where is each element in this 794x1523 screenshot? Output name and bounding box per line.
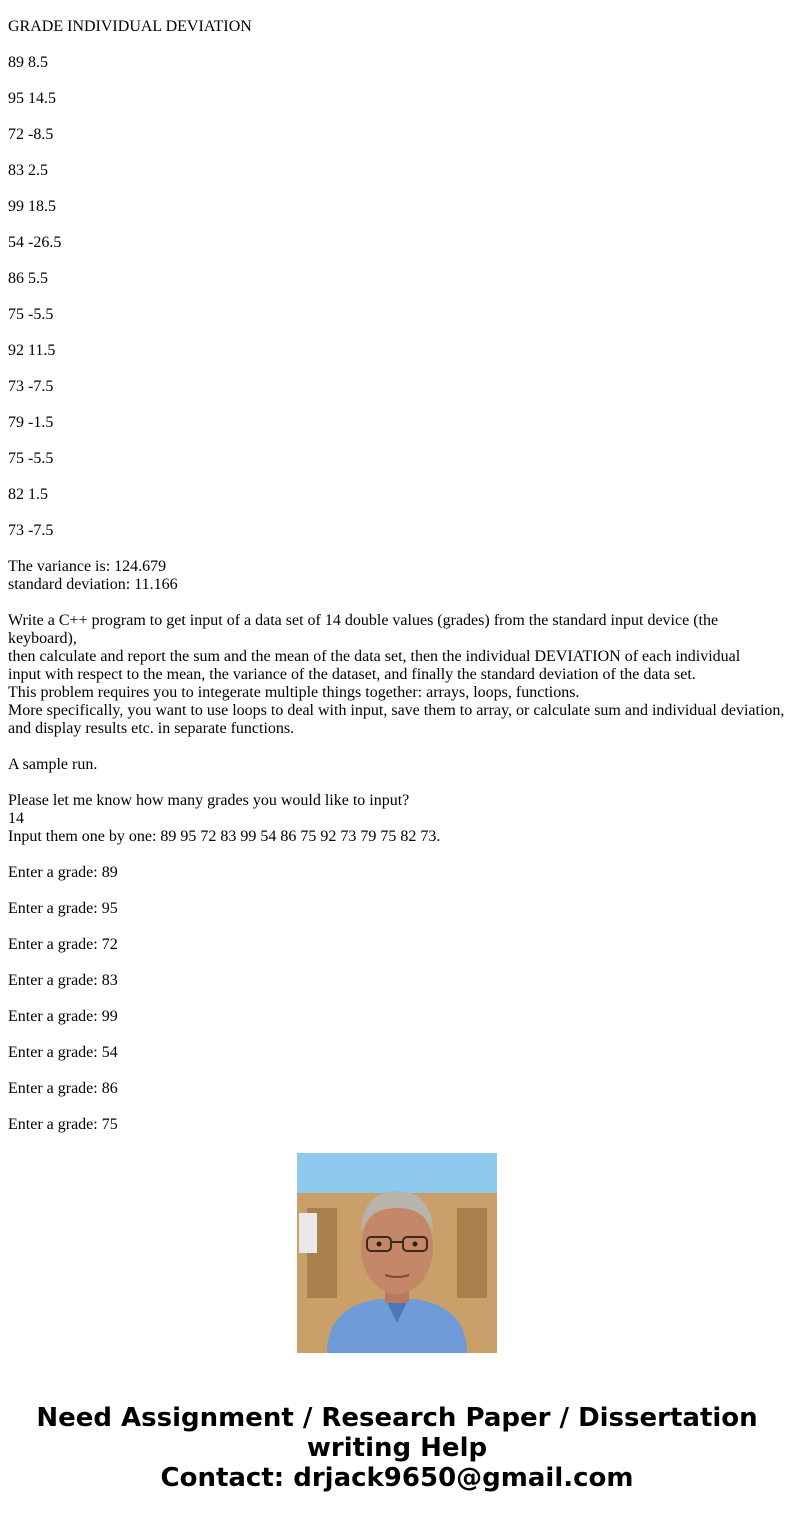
table-row: 75 -5.5	[8, 450, 54, 467]
sample-heading: A sample run.	[8, 756, 98, 773]
table-row: 89 8.5	[8, 54, 48, 71]
grade-entry: Enter a grade: 89	[8, 864, 118, 881]
table-row: 75 -5.5	[8, 306, 54, 323]
variance-line: The variance is: 124.679	[8, 558, 167, 575]
document-body	[8, 0, 788, 1133]
problem-line: Write a C++ program to get input of a data set of 14 double values (grades) from the standard input device (the keyboard),	[8, 612, 719, 647]
problem-line: input with respect to the mean, the variance of the dataset, and finally the standard deviation of the data set.	[8, 666, 696, 683]
table-row: 83 2.5	[8, 162, 48, 179]
table-row: 82 1.5	[8, 486, 48, 503]
table-row: 73 -7.5	[8, 522, 54, 539]
grade-entry: Enter a grade: 86	[8, 1080, 118, 1097]
table-row: 99 18.5	[8, 198, 56, 215]
problem-line: This problem requires you to integerate multiple things together: arrays, loops, functions.	[8, 684, 580, 701]
table-row: 73 -7.5	[8, 378, 54, 395]
footer-line: Need Assignment / Research Paper / Dissertation	[36, 1403, 758, 1433]
sample-prompt: Please let me know how many grades you would like to input?	[8, 792, 410, 809]
grade-entry: Enter a grade: 83	[8, 972, 118, 989]
portrait-image	[297, 1153, 497, 1353]
table-row: 72 -8.5	[8, 126, 54, 143]
grade-entry: Enter a grade: 54	[8, 1044, 118, 1061]
sample-instruction: Input them one by one: 89 95 72 83 99 54 86 75 92 73 79 75 82 73.	[8, 828, 441, 845]
grade-entry: Enter a grade: 99	[8, 1008, 118, 1025]
problem-line: then calculate and report the sum and the mean of the data set, then the individual DEVIATION of each individual	[8, 648, 741, 665]
grade-entry: Enter a grade: 75	[8, 1116, 118, 1133]
avatar	[297, 1153, 497, 1353]
stddev-line: standard deviation: 11.166	[8, 576, 178, 593]
table-row: 95 14.5	[8, 90, 56, 107]
footer-contact: Contact: drjack9650@gmail.com	[160, 1463, 634, 1493]
table-row: 86 5.5	[8, 270, 48, 287]
footer-line: writing Help	[306, 1433, 488, 1463]
table-header: GRADE INDIVIDUAL DEVIATION	[8, 18, 252, 35]
problem-line: More specifically, you want to use loops to deal with input, save them to array, or calculate sum and individual deviation, and display results etc. in separate functions.	[8, 702, 785, 737]
sample-count: 14	[8, 810, 24, 827]
table-row: 79 -1.5	[8, 414, 54, 431]
footer-banner	[0, 1403, 794, 1493]
grade-entry: Enter a grade: 72	[8, 936, 118, 953]
table-row: 54 -26.5	[8, 234, 62, 251]
table-row: 92 11.5	[8, 342, 56, 359]
grade-entry: Enter a grade: 95	[8, 900, 118, 917]
